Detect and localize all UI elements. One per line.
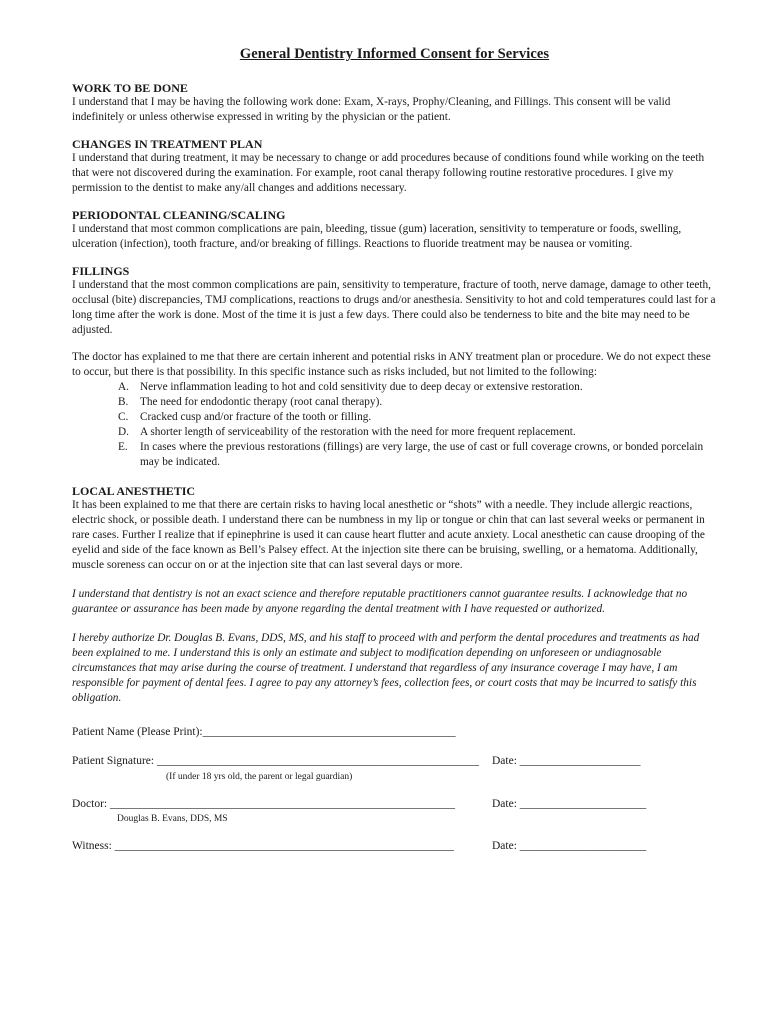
patient-name-label: Patient Name (Please Print):____________________________________________ (72, 726, 456, 738)
list-item (118, 440, 717, 470)
patient-signature-label: Patient Signature: ________________________________________________________ (72, 755, 479, 767)
acknowledge-statement: I understand that dentistry is not an exact science and therefore reputable practitioners cannot guarantee results. I acknowledge that no guarantee or assurance has been made by anyone regarding the dental treatment with I have requested or authorized. (72, 588, 688, 615)
list-item-text: A shorter length of serviceability of the restoration with the need for more frequent replacement. (140, 426, 576, 438)
work-heading: WORK TO BE DONE (72, 81, 188, 95)
work-section (72, 81, 717, 125)
authorization-statement: I hereby authorize Dr. Douglas B. Evans, DDS, MS, and his staff to proceed with and perform the dental procedures and treatments as had been explained to me. I understand this is only an estimate and subject to modification depending on unforeseen or undiagnosable circumstances that may arise during the course of treatment. I understand that regardless of any insurance coverage I may have, I am responsible for payment of dental fees. I agree to pay any attorney’s fees, collection fees, or court costs that may be incurred to satisfy this obligation. (72, 632, 700, 704)
changes-section (72, 137, 717, 196)
list-item (118, 425, 717, 440)
list-item (118, 395, 717, 410)
periodontal-text: I understand that most common complications are pain, bleeding, tissue (gum) laceration, sensitivity to temperature or foods, swelling, ulceration (infection), tooth fracture, and/or breaking of fillings. Reactions to fluoride treatment may be nausea or vomiting. (72, 223, 682, 250)
witness-date-field[interactable]: Date: ______________________ (492, 840, 647, 852)
witness-signature-field[interactable] (72, 840, 717, 856)
doctor-name-note: Douglas B. Evans, DDS, MS (117, 814, 228, 824)
list-marker: A. (118, 381, 129, 393)
list-item-text: The need for endodontic therapy (root canal therapy). (140, 396, 383, 408)
list-marker: C. (118, 411, 129, 423)
list-item-text: Nerve inflammation leading to hot and cold sensitivity due to deep decay or extensive restoration. (140, 381, 583, 393)
list-item (118, 380, 717, 395)
doctor-label: Doctor: ____________________________________________________________ (72, 798, 456, 810)
fillings-heading: FILLINGS (72, 264, 130, 278)
list-marker: D. (118, 426, 129, 438)
list-item (118, 410, 717, 425)
witness-label: Witness: ___________________________________________________________ (72, 840, 454, 852)
changes-heading: CHANGES IN TREATMENT PLAN (72, 137, 263, 151)
list-item-text: In cases where the previous restorations (fillings) are very large, the use of cast or full coverage crowns, or bonded porcelain may be indicated. (140, 441, 704, 468)
doctor-signature-field[interactable] (72, 798, 717, 814)
changes-text: I understand that during treatment, it may be necessary to change or add procedures because of conditions found while working on the teeth that were not discovered during the examination. For example, root canal therapy following routine restorative procedures. I give my permission to the dentist to make any/all changes and additions necessary. (72, 152, 705, 194)
anesthetic-section (72, 484, 717, 573)
patient-signature-note: (If under 18 yrs old, the parent or legal guardian) (166, 772, 353, 782)
consent-form (72, 46, 717, 856)
list-marker: E. (118, 441, 128, 453)
anesthetic-text: It has been explained to me that there are certain risks to having local anesthetic or “shots” with a needle. They include allergic reactions, electric shock, or possible death. I understand there can be numbness in my lip or tongue or chin that can last several weeks or permanent in rare cases. Further I realize that if epinephrine is used it can cause heart flutter and acute anxiety. Local anesthetic can cause drooping of the eyelid and side of the face known as Bell’s Palsey effect. At the injection site there can be bruising, swelling, or a hematoma. Additionally, muscle soreness can occur on or at the injection site that can last several days or more. (72, 499, 705, 571)
patient-date-field[interactable]: Date: _____________________ (492, 755, 641, 767)
list-marker: B. (118, 396, 129, 408)
risks-list (72, 380, 717, 470)
work-text: I understand that I may be having the following work done: Exam, X-rays, Prophy/Cleaning, and Fillings. This consent will be valid indefinitely or unless otherwise expressed in writing by the physician or the patient. (72, 96, 671, 123)
fillings-text: I understand that the most common complications are pain, sensitivity to temperature, fracture of tooth, nerve damage, damage to other teeth, occlusal (bite) discrepancies, TMJ complications, reactions to drugs and/or anesthesia. Sensitivity to hot and cold temperatures could last for a long time after the work is done. Most of the time it is just a few days. There could also be tenderness to bite and the bite may need to be adjusted. (72, 279, 716, 336)
page-title: General Dentistry Informed Consent for Services (239, 46, 550, 62)
patient-signature-field[interactable] (72, 755, 717, 771)
list-item-text: Cracked cusp and/or fracture of the tooth or filling. (140, 411, 372, 423)
risks-section (72, 350, 717, 470)
doctor-date-field[interactable]: Date: ______________________ (492, 798, 647, 810)
patient-name-field[interactable] (72, 726, 717, 742)
periodontal-heading: PERIODONTAL CLEANING/SCALING (72, 208, 286, 222)
fillings-section (72, 264, 717, 338)
risks-text: The doctor has explained to me that there are certain inherent and potential risks in ANY treatment plan or procedure. We do not expect these to occur, but there is that possibility. In this specific instance such as risks included, but not limited to the following: (72, 351, 711, 378)
periodontal-section (72, 208, 717, 252)
anesthetic-heading: LOCAL ANESTHETIC (72, 484, 196, 498)
